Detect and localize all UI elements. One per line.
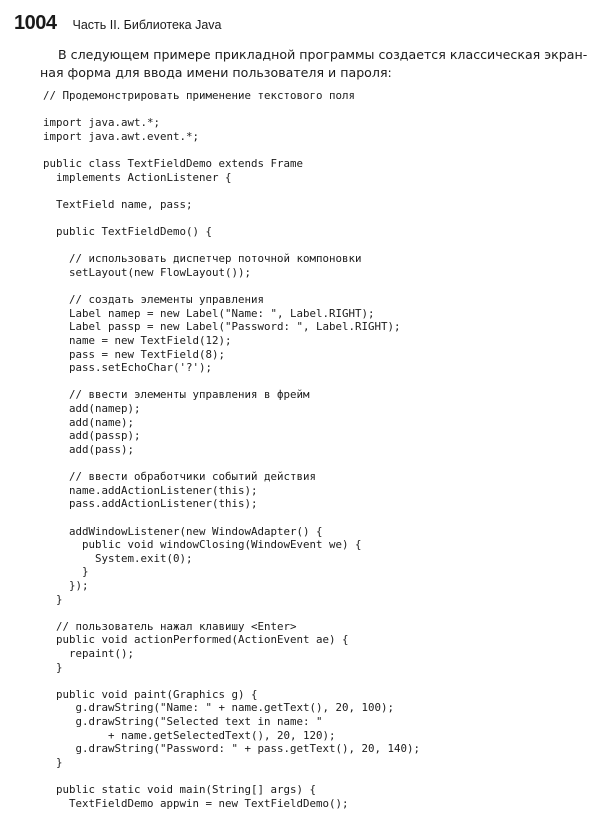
- code-line: setLayout(new FlowLayout());: [43, 265, 252, 279]
- code-line: addWindowListener(new WindowAdapter() {: [43, 524, 323, 538]
- code-line: import java.awt.event.*;: [43, 129, 200, 143]
- code-line: [43, 103, 420, 117]
- code-line: add(passp);: [43, 429, 141, 443]
- code-line: [43, 674, 420, 688]
- code-line: [43, 606, 420, 620]
- code-line: // использовать диспетчер поточной компоновки: [43, 252, 362, 266]
- code-line: // пользователь нажал клавишу <Enter>: [43, 619, 297, 633]
- code-line: g.drawString("Selected text in name: ": [43, 715, 323, 729]
- code-line: g.drawString("Password: " + pass.getText(), 20, 140);: [43, 742, 421, 756]
- code-line: [43, 511, 420, 525]
- code-line: });: [43, 578, 89, 592]
- code-line: [43, 456, 420, 470]
- code-line: // Продемонстрировать применение текстового поля: [43, 89, 356, 102]
- code-line: g.drawString("Name: " + name.getText(), 20, 100);: [43, 701, 395, 715]
- code-line: public void windowClosing(WindowEvent we) {: [43, 538, 362, 552]
- code-line: }: [43, 592, 63, 606]
- intro-line: В следующем примере прикладной программы создается классическая экран-: [58, 47, 588, 62]
- code-line: name.addActionListener(this);: [43, 483, 258, 497]
- code-line: // ввести обработчики событий действия: [43, 470, 317, 484]
- code-line: public void actionPerformed(ActionEvent ae) {: [43, 633, 349, 647]
- intro-line: ная форма для ввода имени пользователя и пароля:: [40, 65, 392, 80]
- code-line: Label namep = new Label("Name: ", Label.RIGHT);: [43, 306, 375, 320]
- code-line: [43, 211, 420, 225]
- code-line: public void paint(Graphics g) {: [43, 687, 258, 701]
- code-line: public class TextFieldDemo extends Frame: [43, 157, 304, 171]
- code-line: add(namep);: [43, 402, 141, 416]
- page-number: 1004: [14, 12, 57, 34]
- running-head: Часть II. Библиотека Java: [72, 18, 222, 32]
- code-line: TextField name, pass;: [43, 197, 193, 211]
- code-line: [43, 239, 420, 253]
- code-line: [43, 280, 420, 294]
- code-line: // создать элементы управления: [43, 293, 265, 307]
- code-line: implements ActionListener {: [43, 170, 232, 184]
- code-line: add(pass);: [43, 442, 135, 456]
- code-line: + name.getSelectedText(), 20, 120);: [43, 728, 336, 742]
- code-line: public static void main(String[] args) {: [43, 783, 317, 797]
- code-line: Label passp = new Label("Password: ", Label.RIGHT);: [43, 320, 401, 334]
- code-line: System.exit(0);: [43, 551, 193, 565]
- intro-paragraph: [40, 46, 588, 82]
- code-line: TextFieldDemo appwin = new TextFieldDemo();: [43, 796, 349, 810]
- code-line: public TextFieldDemo() {: [43, 225, 213, 239]
- code-line: // ввести элементы управления в фрейм: [43, 388, 310, 402]
- code-line: pass.addActionListener(this);: [43, 497, 258, 511]
- code-line: name = new TextField(12);: [43, 333, 232, 347]
- code-line: pass.setEchoChar('?');: [43, 361, 213, 375]
- code-line: import java.awt.*;: [43, 116, 161, 130]
- code-line: [43, 769, 420, 783]
- code-listing: [43, 89, 420, 810]
- code-line: add(name);: [43, 415, 135, 429]
- page-header: [14, 12, 221, 38]
- code-line: }: [43, 660, 63, 674]
- code-line: repaint();: [43, 646, 135, 660]
- code-line: }: [43, 565, 89, 579]
- code-line: [43, 143, 420, 157]
- code-line: [43, 375, 420, 389]
- code-line: [43, 184, 420, 198]
- code-line: pass = new TextField(8);: [43, 347, 226, 361]
- code-line: }: [43, 755, 63, 769]
